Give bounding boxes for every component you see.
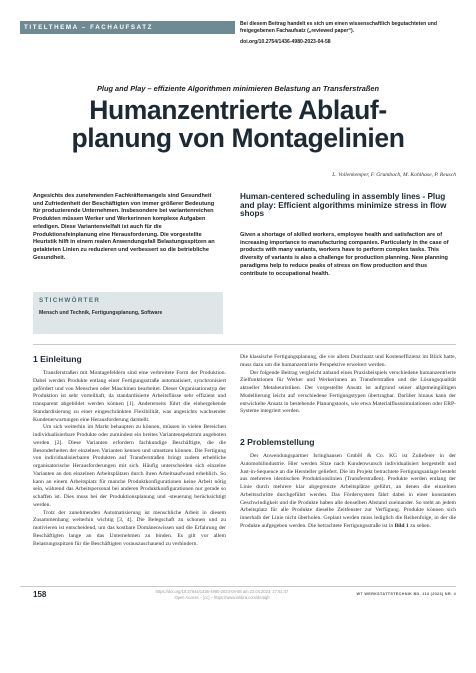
page-number: 158 — [33, 590, 47, 599]
keywords-heading: STICHWÖRTER — [39, 297, 101, 304]
english-title: Human-centered scheduling in assembly lines - Plug and play: Efficient algorithms minimize stress in flow shops — [240, 192, 447, 219]
section-label-bar — [20, 21, 235, 34]
article-title — [20, 96, 456, 152]
section-label: TITELTHEMA – FACHAUFSATZ — [24, 24, 154, 31]
article-title-line-2: planung von Montagelinien — [71, 123, 405, 153]
article-title-line-1: Humanzentrierte Ablauf- — [89, 95, 387, 125]
section-heading-introduction: 1 Einleitung — [33, 354, 82, 364]
paragraph — [240, 453, 456, 531]
paragraph: Um sich weiterhin im Markt behaupten zu können, müssen in vielen Bereichen individualisierbare Produkte oder zumindest ein breites Variantenspektrum angeboten werden [2]. Diese Varianten erfordern fachkundige Beschäftigte, die die Besonderheiten der einzelnen Varianten kennen und umsetzen können. Die Fertigung von individualisierbaren Produkten auf Transferstraßen bringt zudem erhebliche organisatorische Herausforderungen mit sich. Häufig unterscheiden sich einzelne Varianten an den einzelnen Arbeitsplätzen durch ihren Arbeitsaufwand erheblich. So kann an einem Arbeitsplatz für manche Produktkonfigurationen keine Arbeit nötig sein, während das Arbeitspersonal bei anderen Produktkonfigurationen nur gerade so schaffen ist. Dies muss bei der Produktionsplanung und -steuerung berücksichtigt werden. — [33, 424, 226, 508]
body-column-left — [33, 370, 226, 548]
peer-review-note — [240, 21, 460, 47]
footer-divider — [20, 586, 456, 587]
footer-doi-line-2[interactable]: Open Access – [cc] – https://www.inlibra.com/de/agb — [174, 595, 270, 600]
keywords-box — [33, 292, 223, 334]
footer-doi-line-1[interactable]: https://doi.org/10.37544/1436-4980-2023-04-58 am 23.04.2023, 17:51:47 — [155, 589, 289, 594]
abstract-english: Given a shortage of skilled workers, employee health and satisfaction are of increasing importance to manufacturing companies. Particularly in the case of products with many variants, workers have to perform complex tasks. This diversity of variants is also a challenge for production planning. New planning paradigms help to reduce peaks of stress on flow production and thus contribute to occupational health. — [240, 232, 449, 277]
article-kicker: Plug and Play – effiziente Algorithmen minimieren Belastung an Transferstraßen — [96, 84, 379, 93]
section-heading-problem: 2 Problemstellung — [240, 437, 315, 447]
paragraph: Transferstraßen mit Montagefeldern sind eine verbreitete Form der Produktion. Dabei werden Produkte entlang einer Fertigungsstraße automatisiert, synchronisiert gefördert und von Menschen oder Maschinen bearbeitet. Dieser Organisationstyp der Produktion ist sehr vorteilhaft, da standardisierte Arbeitsflüsse sehr effizient und transparent abgebildet werden können [1]. Andererseits führt die einhergehende Standardisierung zu einer eingeschränkten Flexibilität, was angesichts wachsender Kundenerwartungen eine Herausforderung darstellt. — [33, 370, 226, 423]
magazine-citation: WT WERKSTATTSTECHNIK BD. 113 (2023) NR. 4 — [356, 592, 456, 596]
article-authors: L. Vollenkemper, F. Grumbach, M. Kohlhase, P. Reusch — [332, 172, 456, 178]
figure-reference[interactable]: Bild 1 — [394, 522, 409, 529]
paragraph: Der folgende Beitrag vergleicht anhand eines Praxisbeispiels verschiedene humanzentrierte Zielfunktionen für Werker und Werkerinnen an Transferstraßen und die Lösungsqualität aktueller Metaheuristiken. Der vorgestellte Ansatz ist aufgrund seiner allgemeingültigen Modellierung leicht auf verschiedene Fertigungstypen übertragbar. Darüber hinaus kann der entwickelte Ansatz in bestehende Planungstools, wie etwa Materialflusssimulationen oder ERP-Systeme integriert werden. — [240, 369, 456, 415]
peer-review-text: Bei diesem Beitrag handelt es sich um einen wissenschaftlich begutachteten und freigegebenen Fachaufsatz („reviewed paper“). — [240, 21, 438, 35]
section-divider — [33, 344, 456, 345]
abstract-german: Angesichts des zunehmenden Fachkräftemangels sind Gesundheit und Zufriedenheit der Beschäftigten von immer größerer Bedeutung für produzierende Unternehmen. Insbesondere bei variantenreichen Produkten müssen Werker und Werkerinnen komplexe Aufgaben erledigen. Diese Variantenvielfalt ist auch für die Produktionsfeinplanung eine Herausforderung. Die vorgestellte Heuristik hilft in einem realen Anwendungsfall Belastungsspitzen an getakteten Linien zu reduzieren und verbessert so die betriebliche Gesundheit. — [33, 193, 215, 261]
body-column-right-lower — [240, 453, 456, 531]
footer-doi — [152, 589, 292, 601]
paragraph-text: Der Anwendungspartner Isringhausen GmbH & Co. KG ist Zulieferer in der Automobilindustrie. Hier werden Sitze nach Kundenwunsch individualisiert hergestellt und Just-in-Sequence an die Hersteller geliefert. Die im Projekt betrachtete Fertigungsanlage besteht aus mehreren identischen Produktionslinien (Transferstraßen). Produkte werden entlang der Linie durch mehrere klar abgegrenzte Arbeitsplätze geführt, an denen die einzelnen Arbeitsschritte durchgeführt werden. Das Fördersystem fährt dabei in einer konstanten Geschwindigkeit und die Produkte haben alle denselben Abstand zueinander. So steht an jedem Arbeitsplatz für alle Produkte dieselbe Zeitfenster zur Verfügung. Produkte können sich innerhalb der Linie nicht überholen. Geplant werden muss lediglich die Reihenfolge, in der die Produkte aufgegeben werden. Die betrachtete Fertigungsstraße ist in — [240, 453, 456, 529]
paragraph: Trotz der zunehmenden Automatisierung ist menschliche Arbeit in diesem Zusammenhang weiterhin wichtig [3, 4]. Die Belegschaft zu schonen und zu motivieren ist entscheidend, um das kostbare Domänenwissen und die Erfahrung der Beschäftigten lange an das Unternehmen zu binden. Es gilt vor allem Belastungsspitzen für die Beschäftigten vorauszuschauend zu verhindern. — [33, 509, 226, 547]
keywords-list: Mensch und Technik, Fertigungsplanung, Software — [39, 310, 163, 316]
article-doi: doi.org/10.2754/1436-4980-2023-04-58 — [240, 39, 331, 46]
body-column-right — [240, 354, 456, 416]
paragraph-text-end: zu sehen. — [408, 522, 431, 529]
paragraph: Die klassische Fertigungsplanung, die vor allem Durchsatz und Kosteneffizienz im Blick hatte, muss dazu um die humanzentrierte Perspektive erweitert werden. — [240, 354, 456, 368]
